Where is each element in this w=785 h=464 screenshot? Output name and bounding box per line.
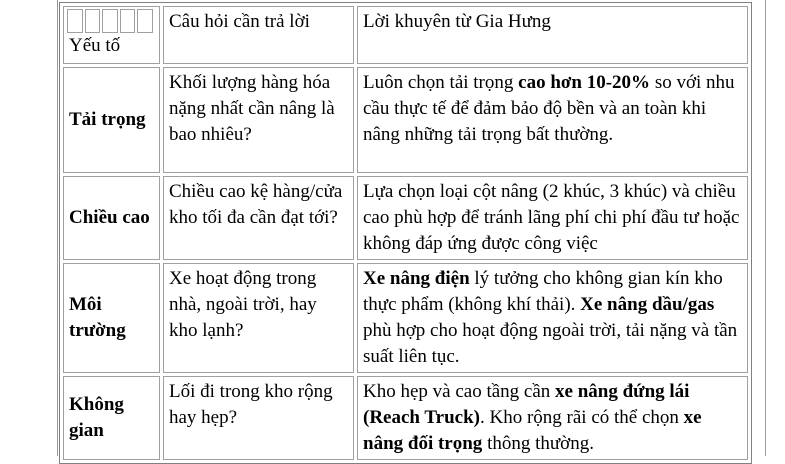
- question-text: Lối đi trong kho rộng hay hẹp?: [169, 381, 333, 428]
- advice-emphasis: cao hơn 10-20%: [518, 72, 651, 93]
- table-row: [63, 263, 748, 373]
- table-row: [63, 376, 748, 460]
- header-question-label: Câu hỏi cần trả lời: [169, 11, 310, 32]
- factor-label: Chiều cao: [69, 207, 150, 228]
- factor-cell: [63, 263, 160, 373]
- advice-emphasis-2: xe nâng đối trọng: [363, 407, 702, 454]
- nested-empty-grid: [67, 9, 155, 31]
- question-cell: [163, 176, 354, 260]
- advice-cell: [357, 176, 748, 260]
- advice-cell: [357, 263, 748, 373]
- forklift-selection-table: [59, 2, 752, 464]
- factor-label: Không gian: [69, 394, 124, 441]
- table-header-row: [63, 6, 748, 64]
- advice-text-cont: so với nhu cầu thực tế để đảm bảo độ bền và an toàn khi nâng những tải trọng bất thường.: [363, 72, 735, 145]
- advice-cell: [357, 67, 748, 173]
- page-margin-rule-right: [765, 0, 766, 456]
- advice-emphasis-2: Xe nâng dầu/gas: [580, 294, 715, 315]
- table-row: [63, 67, 748, 173]
- header-cell-factor: [63, 6, 160, 64]
- page-margin-rule: [57, 0, 58, 456]
- factor-cell: [63, 67, 160, 173]
- question-text: Chiều cao kệ hàng/cửa kho tối đa cần đạt tới?: [169, 181, 343, 228]
- advice-text: Kho hẹp và cao tầng cần: [363, 381, 556, 402]
- table-row: [63, 176, 748, 260]
- advice-text-cont: phù hợp cho hoạt động ngoài trời, tải nặng và tần suất liên tục.: [363, 320, 738, 367]
- advice-text-mid: . Kho rộng rãi có thể chọn: [479, 407, 684, 428]
- factor-cell: [63, 176, 160, 260]
- question-text: Khối lượng hàng hóa nặng nhất cần nâng là bao nhiêu?: [169, 72, 335, 145]
- question-cell: [163, 376, 354, 460]
- factor-label: Tải trọng: [69, 109, 146, 130]
- advice-cell: [357, 376, 748, 460]
- factor-label: Môi trường: [69, 294, 126, 341]
- advice-text-cont: thông thường.: [482, 433, 594, 454]
- advice-emphasis: Xe nâng điện: [363, 268, 470, 289]
- question-cell: [163, 263, 354, 373]
- factor-cell: [63, 376, 160, 460]
- advice-text: lý tưởng cho không gian kín kho thực phẩm (không khí thải).: [363, 268, 723, 315]
- header-cell-advice: [357, 6, 748, 64]
- header-advice-label: Lời khuyên từ Gia Hưng: [363, 11, 551, 32]
- advice-text: Luôn chọn tải trọng: [363, 72, 519, 93]
- header-cell-question: [163, 6, 354, 64]
- header-factor-label: Yếu tố: [69, 35, 121, 56]
- advice-text: Lựa chọn loại cột nâng (2 khúc, 3 khúc) và chiều cao phù hợp để tránh lãng phí chi phí đầu tư hoặc không đáp ứng được công việc: [363, 181, 740, 254]
- question-text: Xe hoạt động trong nhà, ngoài trời, hay kho lạnh?: [169, 268, 317, 341]
- question-cell: [163, 67, 354, 173]
- advice-emphasis: xe nâng đứng lái (Reach Truck): [363, 381, 690, 428]
